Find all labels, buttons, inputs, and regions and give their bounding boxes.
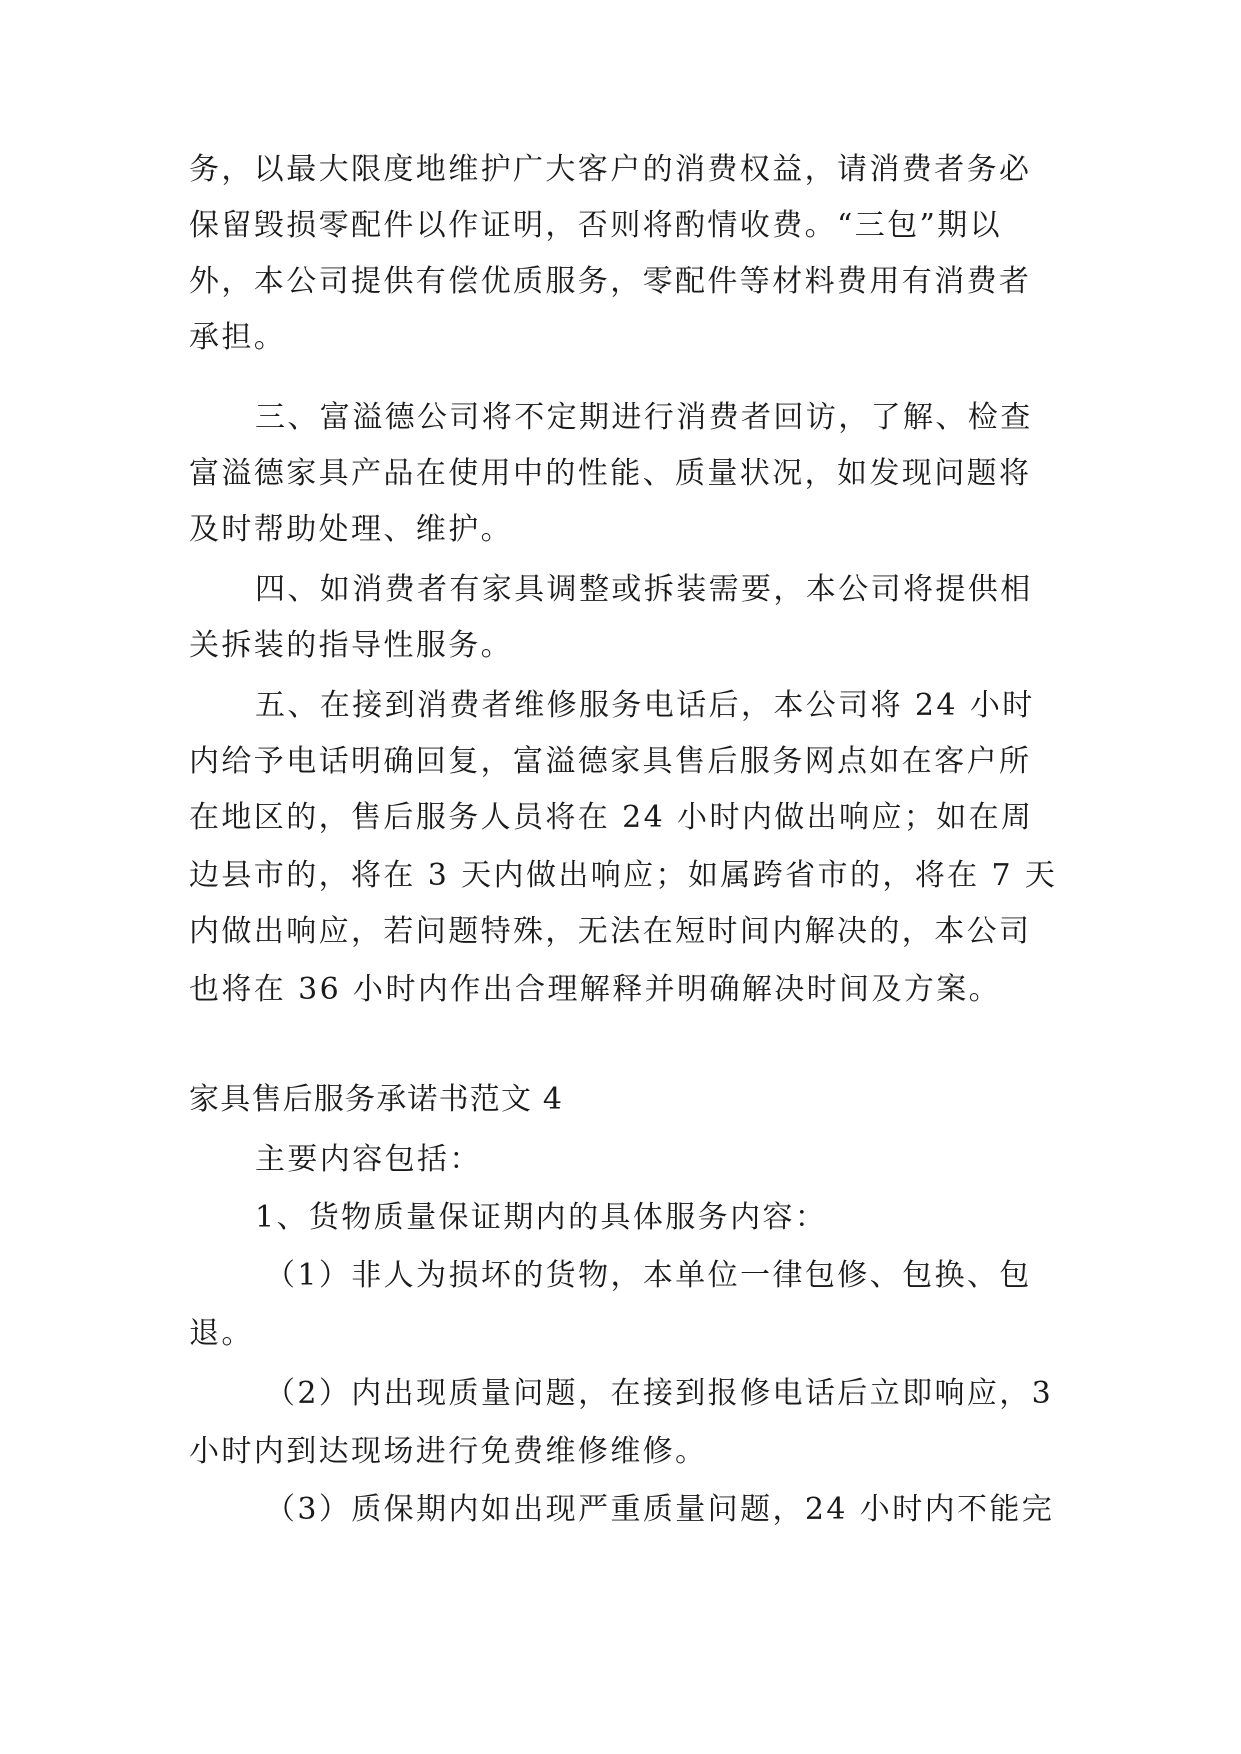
paragraph-line: 1、货物质量保证期内的具体服务内容： [255,1200,828,1235]
paragraph-line: 内做出响应，若问题特殊，无法在短时间内解决的，本公司 [189,914,1032,949]
paragraph-line: 小时内到达现场进行免费维修维修。 [189,1434,708,1469]
paragraph-line: 外，本公司提供有偿优质服务，零配件等材料费用有消费者 [189,264,1032,299]
paragraph-line: 内给予电话明确回复，富溢德家具售后服务网点如在客户所 [189,744,1032,779]
paragraph-line: 关拆装的指导性服务。 [189,628,513,663]
section-heading: 家具售后服务承诺书范文 4 [189,1082,564,1117]
paragraph-line: 承担。 [189,320,287,355]
paragraph-line: 务，以最大限度地维护广大客户的消费权益，请消费者务必 [189,152,1032,187]
paragraph-line: 也将在 36 小时内作出合理解释并明确解决时间及方案。 [189,972,1002,1007]
paragraph-line: 在地区的，售后服务人员将在 24 小时内做出响应；如在周 [189,800,1034,835]
paragraph-line: 及时帮助处理、维护。 [189,512,513,547]
paragraph-line: （2）内出现质量问题，在接到报修电话后立即响应，3 [265,1376,1054,1411]
paragraph-line: 四、如消费者有家具调整或拆装需要，本公司将提供相 [255,572,1033,607]
paragraph-line: （1）非人为损坏的货物，本单位一律包修、包换、包 [265,1258,1032,1293]
paragraph-line: 边县市的，将在 3 天内做出响应；如属跨省市的，将在 7 天 [189,858,1058,893]
paragraph-line: 三、富溢德公司将不定期进行消费者回访，了解、检查 [255,400,1033,435]
paragraph-line: （3）质保期内如出现严重质量问题，24 小时内不能完 [265,1492,1055,1527]
paragraph-line: 富溢德家具产品在使用中的性能、质量状况，如发现问题将 [189,456,1032,491]
paragraph-line: 五、在接到消费者维修服务电话后，本公司将 24 小时 [255,688,1035,723]
paragraph-line: 主要内容包括： [255,1142,482,1177]
paragraph-line: 退。 [189,1316,254,1351]
paragraph-line: 保留毁损零配件以作证明，否则将酌情收费。“三包”期以 [189,208,1003,243]
